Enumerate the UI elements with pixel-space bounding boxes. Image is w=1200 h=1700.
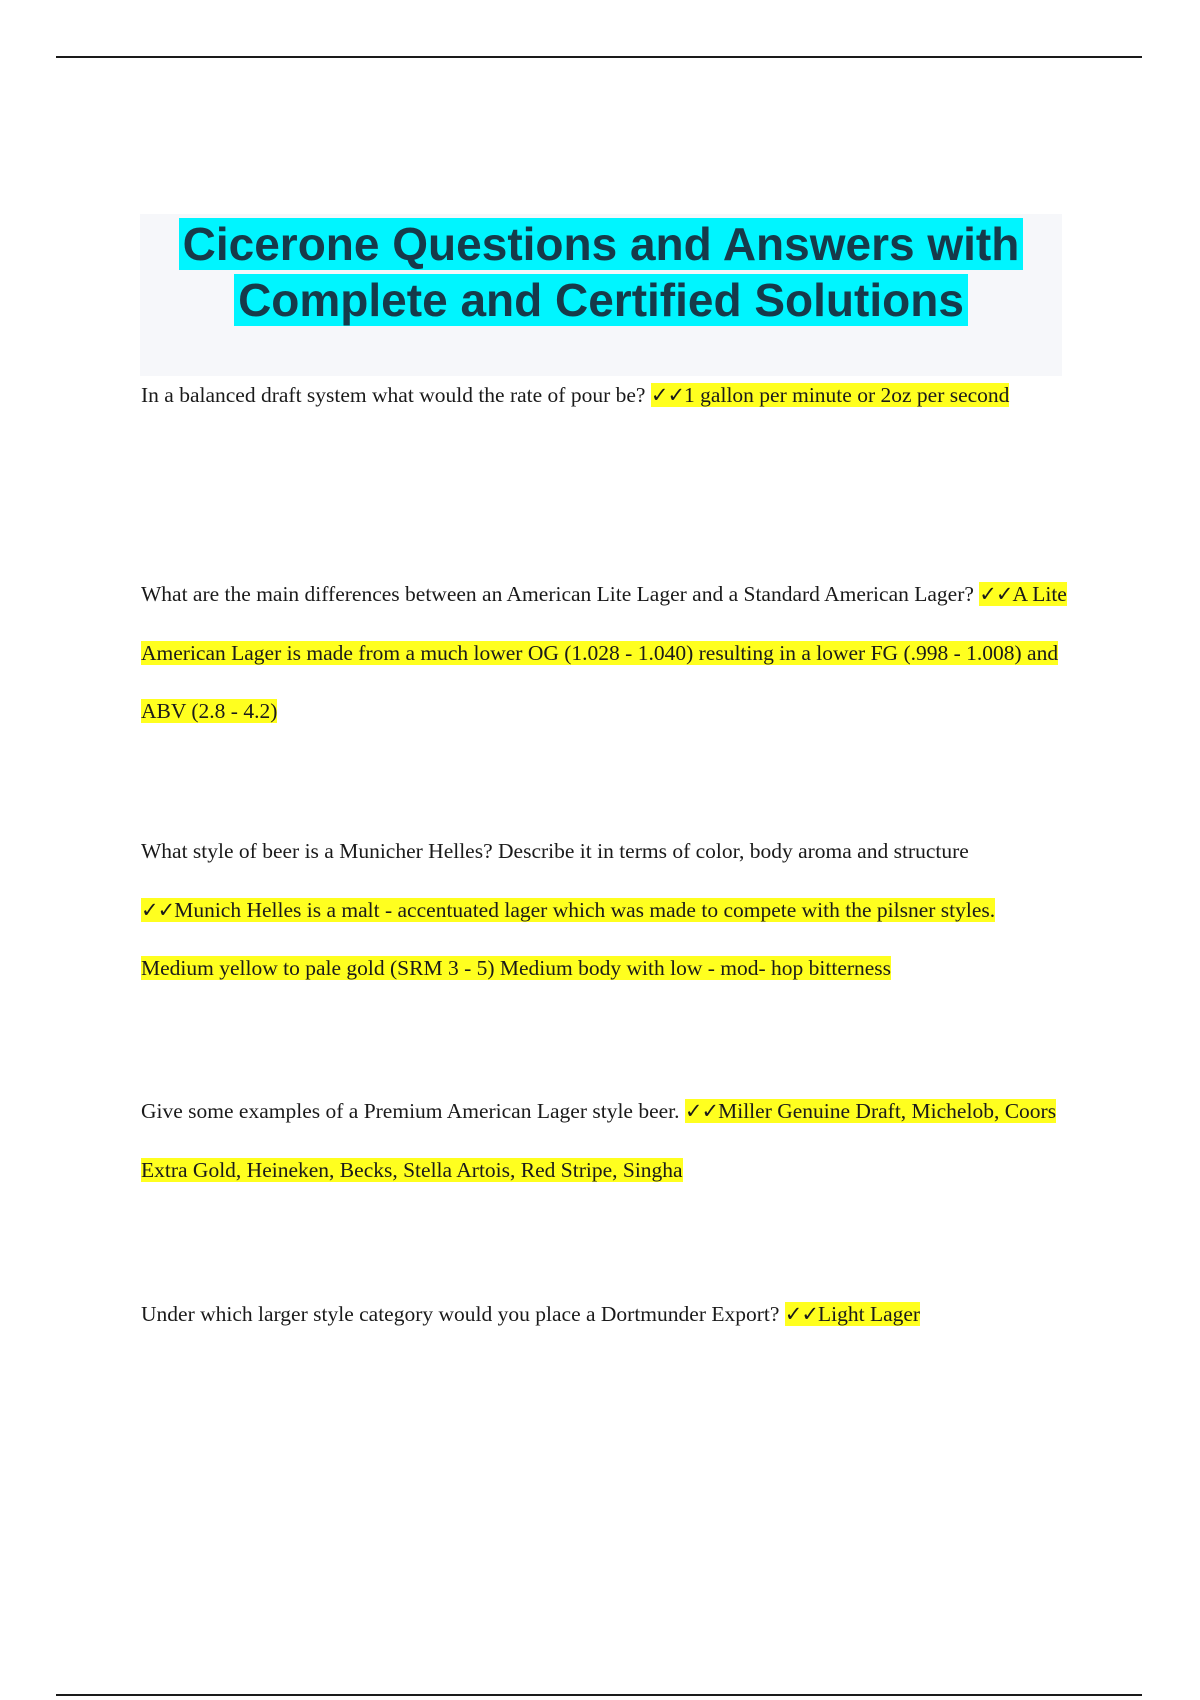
title-line-2: Complete and Certified Solutions (234, 274, 968, 326)
answer-text: Light Lager (818, 1302, 921, 1326)
qa-item (141, 366, 1071, 425)
qa-item (141, 565, 1071, 741)
answer-text: A Lite American Lager is made from a much lower OG (1.028 - 1.040) resulting in a lower FG (.998 - 1.008) and ABV (2.8 - 4.2) (141, 582, 1067, 723)
answer-text: Munich Helles is a malt - accentuated lager which was made to compete with the pilsner styles. Medium yellow to pale gold (SRM 3 - 5) Medium body with low - mod- hop bitterness (141, 897, 996, 980)
title-box (140, 214, 1062, 376)
check-mark-icon: ✓✓ (684, 1099, 719, 1123)
question-text: What style of beer is a Municher Helles? Describe it in terms of color, body aroma and structure (141, 839, 969, 863)
title-line-1: Cicerone Questions and Answers with (179, 218, 1024, 270)
question-text: In a balanced draft system what would the rate of pour be? (141, 383, 651, 407)
answer-text: 1 gallon per minute or 2oz per second (684, 383, 1010, 407)
answer-highlight (141, 898, 995, 981)
answer-highlight (785, 1302, 920, 1326)
bottom-rule (56, 1694, 1142, 1696)
question-text: What are the main differences between an American Lite Lager and a Standard American Lager? (141, 582, 980, 606)
question-text: Give some examples of a Premium American Lager style beer. (141, 1099, 685, 1123)
answer-text: Miller Genuine Draft, Michelob, Coors Extra Gold, Heineken, Becks, Stella Artois, Red Stripe, Singha (141, 1099, 1057, 1182)
answer-highlight (651, 383, 1010, 407)
check-mark-icon: ✓✓ (141, 897, 175, 922)
top-rule (56, 56, 1142, 58)
qa-item (141, 1285, 1071, 1344)
check-mark-icon: ✓✓ (979, 582, 1013, 606)
question-text: Under which larger style category would you place a Dortmunder Export? (141, 1302, 785, 1326)
qa-item (141, 1082, 1071, 1199)
qa-item (141, 822, 1071, 998)
check-mark-icon: ✓✓ (784, 1302, 818, 1326)
check-mark-icon: ✓✓ (650, 383, 685, 407)
